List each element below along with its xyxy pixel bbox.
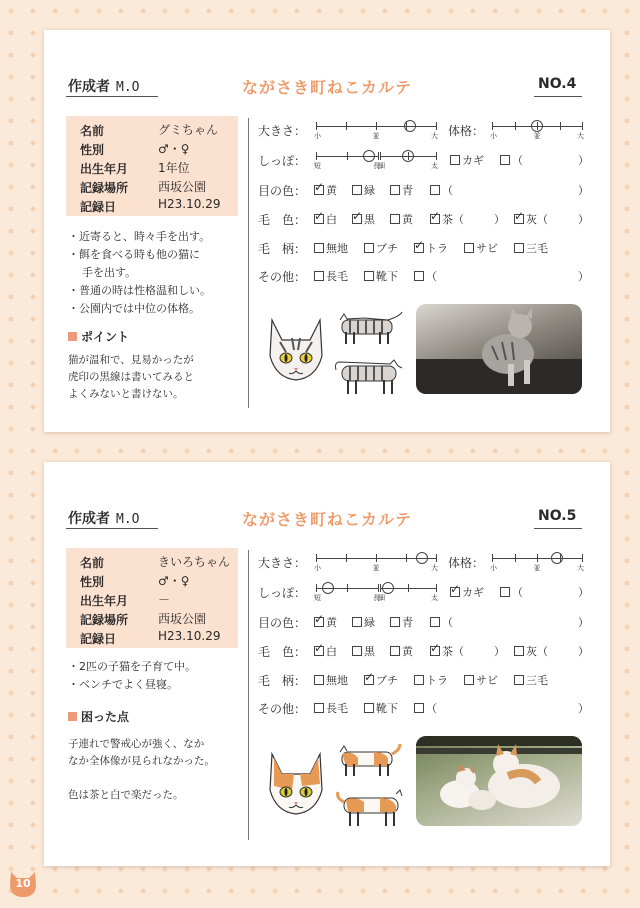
scale-tick xyxy=(316,152,317,160)
info-box xyxy=(66,116,238,216)
date-value: H23.10.29 xyxy=(158,197,221,211)
scale-tick xyxy=(406,554,407,562)
scale-tick xyxy=(380,152,381,160)
fur-color-label: 毛 色： xyxy=(258,213,307,227)
scale-label: 大 xyxy=(577,564,584,572)
tail-thickness-scale xyxy=(380,580,436,600)
scale-label: 長 xyxy=(373,162,380,170)
tail-hook-checkbox[interactable]: カギ xyxy=(450,152,484,168)
scale-tick xyxy=(378,152,379,160)
scale-marker xyxy=(402,150,414,162)
scale-tick xyxy=(316,554,317,562)
scale-tick xyxy=(436,584,437,592)
note-item-continued: 手を出す。 xyxy=(82,266,137,279)
pattern-calico-checkbox[interactable]: 三毛 xyxy=(514,672,548,688)
sex-value: ♂・♀ xyxy=(158,142,190,156)
eye-label: 目の色： xyxy=(258,184,307,198)
scale-label: 短 xyxy=(314,162,321,170)
scale-tick xyxy=(316,584,317,592)
close-paren: ） xyxy=(578,213,589,226)
scale-label: 並 xyxy=(372,564,380,572)
cat-side-sketch-icon xyxy=(332,356,410,396)
place-value: 西坂公園 xyxy=(158,612,207,626)
scale-tick xyxy=(492,122,493,130)
color-black-checkbox[interactable]: ✓ 黒 xyxy=(352,211,375,227)
scale-label: 細 xyxy=(378,594,385,602)
mother-and-kittens-photo-icon xyxy=(416,736,582,826)
size-label: 大きさ： xyxy=(258,124,307,138)
build-scale xyxy=(492,118,582,138)
scale-tick xyxy=(582,554,583,562)
cat-face-sketch-icon xyxy=(264,316,328,384)
eye-green-checkbox[interactable]: 緑 xyxy=(352,614,375,630)
close-paren: ） xyxy=(578,702,589,715)
birth-label: 出生年月 xyxy=(80,162,129,176)
pattern-tortoise-checkbox[interactable]: サビ xyxy=(464,240,498,256)
tail-label: しっぽ： xyxy=(258,586,307,600)
tail-thickness-scale xyxy=(380,148,436,168)
scale-label: 並 xyxy=(533,132,541,140)
tail-length-scale xyxy=(316,148,378,168)
color-white-checkbox[interactable]: ✓ 白 xyxy=(314,211,337,227)
size-label: 大きさ： xyxy=(258,556,307,570)
scale-tick xyxy=(378,584,379,592)
color-brown-checkbox[interactable]: ✓ 茶（ xyxy=(430,643,464,659)
close-paren: ） xyxy=(578,586,589,599)
other-free-checkbox[interactable]: （ xyxy=(414,700,437,716)
scale-tick xyxy=(582,122,583,130)
date-label: 記録日 xyxy=(80,200,117,214)
scale-label: 小 xyxy=(490,564,497,572)
pattern-patch-checkbox[interactable]: ✓ ブチ xyxy=(364,672,398,688)
cat-record-card-5 xyxy=(44,462,610,866)
close-paren: ） xyxy=(494,645,505,658)
square-bullet-icon xyxy=(68,332,77,341)
build-scale xyxy=(492,550,582,570)
scale-label: 大 xyxy=(577,132,584,140)
eye-yellow-checkbox[interactable]: ✓ 黄 xyxy=(314,182,337,198)
pattern-solid-checkbox[interactable]: 無地 xyxy=(314,240,348,256)
scale-marker xyxy=(363,150,375,162)
scale-marker xyxy=(322,582,334,594)
tabby-cat-photo-icon xyxy=(416,304,582,394)
scale-tick xyxy=(436,152,437,160)
other-socks-checkbox[interactable]: 靴下 xyxy=(364,700,398,716)
birth-label: 出生年月 xyxy=(80,594,129,608)
color-gray-checkbox[interactable]: 灰（ xyxy=(514,643,548,659)
notes-list xyxy=(68,658,246,694)
close-paren: ） xyxy=(578,645,589,658)
eye-other-checkbox[interactable]: （ xyxy=(430,182,453,198)
pattern-label: 毛 柄： xyxy=(258,242,307,256)
eye-blue-checkbox[interactable]: 青 xyxy=(390,614,413,630)
scale-tick xyxy=(347,584,348,592)
scale-label: 細 xyxy=(378,162,385,170)
pattern-label: 毛 柄： xyxy=(258,674,307,688)
scale-tick xyxy=(346,122,347,130)
note-item: ・ベンチでよく昼寝。 xyxy=(68,678,178,691)
close-paren: ） xyxy=(578,184,589,197)
author-field: 作成者 M.O xyxy=(68,511,140,527)
card-number: NO.5 xyxy=(538,508,577,524)
eye-blue-checkbox[interactable]: 青 xyxy=(390,182,413,198)
pattern-solid-checkbox[interactable]: 無地 xyxy=(314,672,348,688)
place-label: 記録場所 xyxy=(80,181,129,195)
name-label: 名前 xyxy=(80,556,105,570)
column-divider xyxy=(248,118,249,408)
page-number: 10 xyxy=(15,877,31,890)
scale-tick xyxy=(436,554,437,562)
sex-value: ♂・♀ xyxy=(158,574,190,588)
tail-other-checkbox[interactable]: （ xyxy=(500,584,523,600)
notes-list xyxy=(68,228,246,318)
name-value: グミちゃん xyxy=(158,123,219,137)
note-item: ・普通の時は性格温和しい。 xyxy=(68,284,211,297)
number-underline xyxy=(534,528,582,529)
note-item: ・近寄ると、時々手を出す。 xyxy=(68,230,211,243)
name-label: 名前 xyxy=(80,124,105,138)
close-paren: ） xyxy=(578,616,589,629)
pattern-tabby-checkbox[interactable]: ✓ トラ xyxy=(414,240,448,256)
note-item: ・公園内では中位の体格。 xyxy=(68,302,200,315)
close-paren: ） xyxy=(578,154,589,167)
author-underline xyxy=(66,96,158,97)
fur-color-label: 毛 色： xyxy=(258,645,307,659)
other-longhair-checkbox[interactable]: 長毛 xyxy=(314,700,348,716)
scale-tick xyxy=(515,122,516,130)
cat-face-sketch-icon xyxy=(264,750,328,818)
other-longhair-checkbox[interactable]: 長毛 xyxy=(314,268,348,284)
sex-label: 性別 xyxy=(80,143,105,157)
cat-record-card-4 xyxy=(44,30,610,432)
card-title: ながさき町ねこカルテ xyxy=(242,510,413,529)
page-number-badge xyxy=(8,868,38,898)
section-body: 子連れで警戒心が強く、なか なか全体像が見られなかった。 色は茶と白で楽だった。 xyxy=(68,738,215,801)
card-title: ながさき町ねこカルテ xyxy=(242,78,413,97)
tail-label: しっぽ： xyxy=(258,154,307,168)
close-paren: ） xyxy=(578,270,589,283)
tail-length-scale xyxy=(316,580,378,600)
pattern-tortoise-checkbox[interactable]: サビ xyxy=(464,672,498,688)
scale-label: 太 xyxy=(431,162,438,170)
scale-label: 太 xyxy=(431,594,438,602)
date-label: 記録日 xyxy=(80,632,117,646)
other-label: その他： xyxy=(258,702,307,716)
scale-marker xyxy=(531,120,543,132)
scale-tick xyxy=(436,122,437,130)
scale-marker xyxy=(382,582,394,594)
scale-label: 並 xyxy=(533,564,541,572)
scale-tick xyxy=(347,152,348,160)
scale-label: 小 xyxy=(314,564,321,572)
scale-tick xyxy=(380,584,381,592)
color-yellow-checkbox[interactable]: 黄 xyxy=(390,211,413,227)
column-divider xyxy=(248,550,249,840)
pattern-tabby-checkbox[interactable]: トラ xyxy=(414,672,448,688)
color-gray-checkbox[interactable]: ✓ 灰（ xyxy=(514,211,548,227)
scale-label: 小 xyxy=(490,132,497,140)
sex-label: 性別 xyxy=(80,575,105,589)
note-item: ・2匹の子猫を子育て中。 xyxy=(68,660,196,673)
close-paren: ） xyxy=(494,213,505,226)
cat-side-sketch-icon xyxy=(334,310,406,346)
other-socks-checkbox[interactable]: 靴下 xyxy=(364,268,398,284)
scale-tick xyxy=(316,122,317,130)
author-underline xyxy=(66,528,158,529)
scale-label: 長 xyxy=(373,594,380,602)
scale-tick xyxy=(515,554,516,562)
info-box xyxy=(66,548,238,648)
size-scale xyxy=(316,118,436,138)
number-underline xyxy=(534,96,582,97)
cat-photo xyxy=(416,304,582,394)
build-label: 体格： xyxy=(448,124,485,138)
note-item: ・餌を食べる時も他の猫に xyxy=(68,248,200,261)
name-value: きいろちゃん xyxy=(158,555,231,569)
date-value: H23.10.29 xyxy=(158,629,221,643)
tail-hook-checkbox[interactable]: ✓ カギ xyxy=(450,584,484,600)
author-field: 作成者 M.O xyxy=(68,79,140,95)
eye-yellow-checkbox[interactable]: ✓ 黄 xyxy=(314,614,337,630)
color-white-checkbox[interactable]: ✓ 白 xyxy=(314,643,337,659)
section-heading: ポイント xyxy=(68,328,129,345)
cat-side-sketch-icon xyxy=(334,742,406,778)
scale-label: 小 xyxy=(314,132,321,140)
birth-value: － xyxy=(158,593,171,607)
scale-label: 短 xyxy=(314,594,321,602)
scale-tick xyxy=(376,122,377,130)
scale-marker xyxy=(404,120,416,132)
color-brown-checkbox[interactable]: ✓ 茶（ xyxy=(430,211,464,227)
size-scale xyxy=(316,550,436,570)
cat-side-sketch-icon xyxy=(334,788,412,828)
scale-tick xyxy=(408,584,409,592)
build-label: 体格： xyxy=(448,556,485,570)
color-yellow-checkbox[interactable]: 黄 xyxy=(390,643,413,659)
scale-tick xyxy=(492,554,493,562)
other-free-checkbox[interactable]: （ xyxy=(414,268,437,284)
square-bullet-icon xyxy=(68,712,77,721)
scale-tick xyxy=(560,122,561,130)
scale-label: 並 xyxy=(372,132,380,140)
eye-label: 目の色： xyxy=(258,616,307,630)
scale-tick xyxy=(537,554,538,562)
section-body: 猫が温和で、見易かったが 虎印の黒線は書いてみると よくみないと書けない。 xyxy=(68,354,194,400)
place-label: 記録場所 xyxy=(80,613,129,627)
scale-label: 大 xyxy=(431,564,438,572)
other-label: その他： xyxy=(258,270,307,284)
pattern-calico-checkbox[interactable]: 三毛 xyxy=(514,240,548,256)
eye-other-checkbox[interactable]: （ xyxy=(430,614,453,630)
eye-green-checkbox[interactable]: 緑 xyxy=(352,182,375,198)
card-number: NO.4 xyxy=(538,76,577,92)
scale-tick xyxy=(376,554,377,562)
scale-marker xyxy=(416,552,428,564)
cat-photo xyxy=(416,736,582,826)
birth-value: 1年位 xyxy=(158,161,190,175)
pattern-patch-checkbox[interactable]: ブチ xyxy=(364,240,398,256)
place-value: 西坂公園 xyxy=(158,180,207,194)
scale-tick xyxy=(346,554,347,562)
section-heading: 困った点 xyxy=(68,708,129,725)
color-black-checkbox[interactable]: 黒 xyxy=(352,643,375,659)
scale-label: 大 xyxy=(431,132,438,140)
tail-other-checkbox[interactable]: （ xyxy=(500,152,523,168)
scale-marker xyxy=(551,552,563,564)
